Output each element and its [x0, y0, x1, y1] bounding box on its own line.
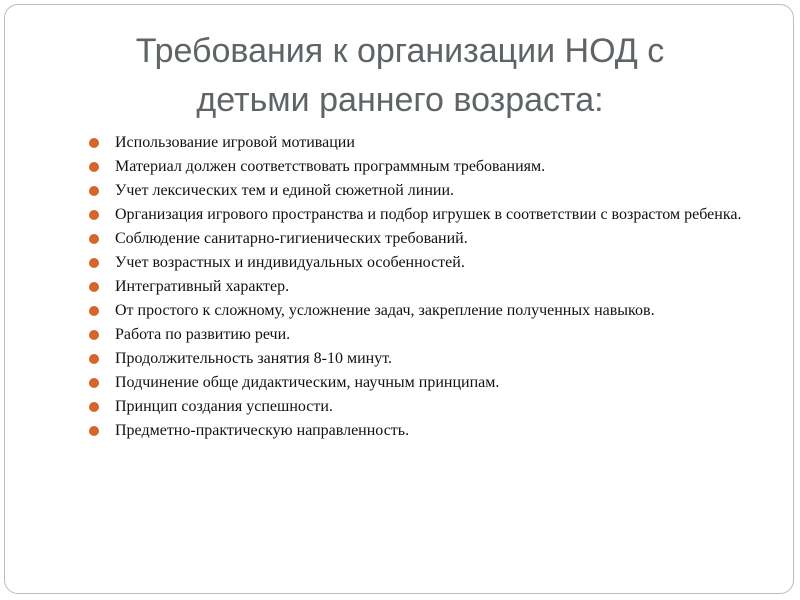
- list-item-text: Продолжительность занятия 8-10 минут.: [115, 350, 392, 367]
- slide-title: [45, 27, 755, 125]
- requirements-list: [87, 133, 747, 445]
- list-item-text: Использование игровой мотивации: [115, 134, 355, 151]
- bullet-dot-icon: [89, 210, 99, 220]
- bullet-dot-icon: [89, 138, 99, 148]
- list-item: [87, 277, 747, 297]
- list-item-text: Подчинение обще дидактическим, научным принципам.: [115, 374, 500, 391]
- list-item: [87, 301, 747, 321]
- list-item: [87, 229, 747, 249]
- list-item: [87, 157, 747, 177]
- bullet-dot-icon: [89, 330, 99, 340]
- bullet-dot-icon: [89, 402, 99, 412]
- list-item: [87, 181, 747, 201]
- list-item-text: От простого к сложному, усложнение задач, закрепление полученных навыков.: [115, 302, 655, 319]
- bullet-dot-icon: [89, 162, 99, 172]
- bullet-dot-icon: [89, 378, 99, 388]
- list-item-text: Работа по развитию речи.: [115, 326, 291, 343]
- list-item: [87, 397, 747, 417]
- slide-title-line-1: Требования к организации НОД с: [135, 32, 665, 70]
- list-item: [87, 133, 747, 153]
- bullet-dot-icon: [89, 354, 99, 364]
- bullet-dot-icon: [89, 282, 99, 292]
- list-item: [87, 349, 747, 369]
- bullet-dot-icon: [89, 186, 99, 196]
- list-item: [87, 421, 747, 441]
- list-item: [87, 325, 747, 345]
- list-item-text: Соблюдение санитарно-гигиенических требований.: [115, 230, 468, 247]
- bullet-dot-icon: [89, 234, 99, 244]
- bullet-dot-icon: [89, 306, 99, 316]
- list-item-text: Организация игрового пространства и подбор игрушек в соответствии с возрастом ребенка.: [115, 206, 742, 223]
- list-item-text: Принцип создания успешности.: [115, 398, 333, 415]
- list-item-text: Предметно-практическую направленность.: [115, 422, 410, 439]
- bullet-dot-icon: [89, 426, 99, 436]
- list-item-text: Учет лексических тем и единой сюжетной линии.: [115, 182, 455, 199]
- list-item: [87, 253, 747, 273]
- list-item-text: Интегративный характер.: [115, 278, 290, 295]
- bullet-dot-icon: [89, 258, 99, 268]
- list-item: [87, 205, 747, 225]
- list-item-text: Учет возрастных и индивидуальных особенностей.: [115, 254, 465, 271]
- list-item: [87, 373, 747, 393]
- list-item-text: Материал должен соответствовать программным требованиям.: [115, 158, 546, 175]
- slide-title-line-2: детьми раннего возраста:: [196, 81, 604, 119]
- slide-frame: [4, 4, 794, 594]
